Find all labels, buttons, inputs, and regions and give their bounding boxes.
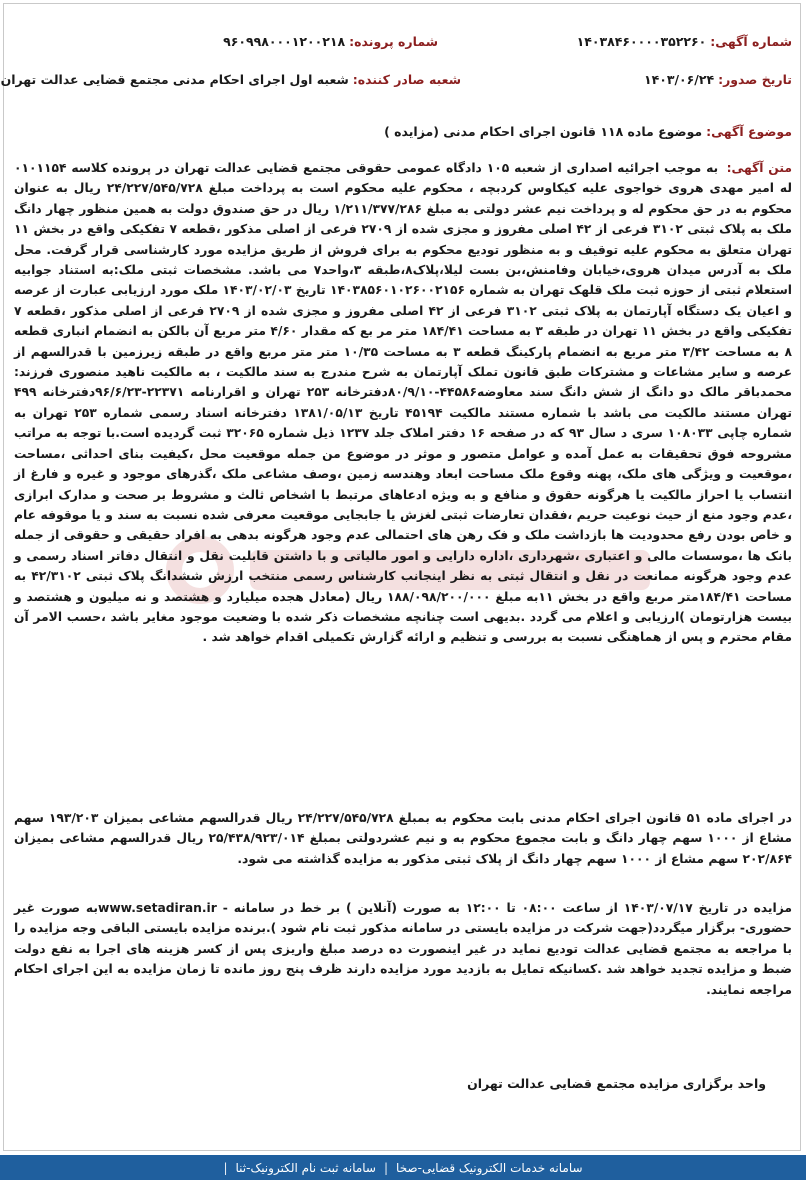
case-number [223,34,438,50]
issue-date [644,72,792,88]
footer-bar [0,1155,806,1180]
subject [384,124,792,140]
subject-label: موضوع آگهی: [706,124,792,139]
signature: واحد برگزاری مزایده مجتمع قضایی عدالت تهران [467,1076,766,1091]
issue-date-label: تاریخ صدور: [718,72,792,87]
issuer [1,72,461,88]
footer-separator: | [383,1160,389,1175]
issuer-value: شعبه اول اجرای احکام مدنی مجتمع قضایی عدالت تهران [0,72,349,87]
issuer-label: شعبه صادر کننده: [352,72,461,87]
footer-link-sana[interactable]: سامانه ثبت نام الکترونیک-ثنا [235,1160,376,1175]
body-label: متن آگهی: [726,161,792,175]
paragraph-article-51: در اجرای ماده ۵۱ قانون اجرای احکام مدنی بابت محکوم به بمبلغ ۲۴/۲۲۷/۵۴۵/۷۲۸ ریال قدرالسهم مشاعی بمیزان ۱۹۳/۲۰۳ سهم مشاع از ۱۰۰۰ سهم چهار دانگ و بابت مجموع محکوم به و نیم عشردولتی بمبلغ ۲۵/۴۳۸/۹۲۳/۰۱۴ ریال قدرالسهم مشاعی بمیزان ۲۰۲/۸۶۴ سهم مشاع از ۱۰۰۰ سهم چهار دانگ از پلاک ثبتی مذکور به مزایده گذاشته می شود. [14,811,792,866]
ad-number-label: شماره آگهی: [710,34,792,49]
footer-link-sakha[interactable]: سامانه خدمات الکترونیک قضایی-صخا [396,1160,583,1175]
issue-date-value: ۱۴۰۳/۰۶/۲۴ [643,72,715,87]
ad-number-value: ۱۴۰۳۸۴۶۰۰۰۰۳۵۲۲۶۰ [576,34,707,49]
ad-body [14,158,792,648]
ad-number [577,34,792,50]
case-number-value: ۹۶۰۹۹۸۰۰۰۱۲۰۰۲۱۸ [223,34,346,49]
body-text: به موجب اجرائیه اصداری از شعبه ۱۰۵ دادگاه عمومی حقوقی مجتمع قضایی عدالت تهران در پرونده کلاسه ۰۱۰۱۱۵۴ له امیر مهدی هروی خواجوی علیه کیکاوس کردبچه ، محکوم علیه محکوم است به پرداخت مبلغ ۲۴/۲۲۷/۵۴۵/۷۲۸ ریال به عنوان محکوم به در حق محکوم له و پرداخت نیم عشر دولتی به مبلغ ۱/۲۱۱/۳۷۷/۲۸۶ ریال در حق صندوق دولت به همین منظور چهار دانگ ملک به پلاک ثبتی ۳۱۰۲ فرعی از ۴۲ اصلی مفروز و مجزی شده از ۲۷۰۹ فرعی از اصلی مذکور ،قطعه ۷ تفکیکی واقع در بخش ۱۱ تهران متعلق به محکوم علیه توقیف و به منظور توديع محکوم به برای فروش از طریق مزایده مورد کارشناسی قرار گرفت. محل ملک به آدرس میدان هروی،خیابان وفامنش،بن بست لیلا،پلاک۸،طبقه ۳،واحد۷ می باشد. مشخصات ثبتی ملک:به استناد جوابیه استعلام ثبتی از حوزه ثبت ملک قلهک تهران به شماره ۱۴۰۳۸۵۶۰۱۰۲۶۰۰۲۱۵۶ تاریخ ۱۴۰۳/۰۲/۰۳ ملک مورد ارزیابی عبارت از عرصه و اعیان یک دستگاه آپارتمان به پلاک ثبتی ۳۱۰۲ فرعی از ۴۲ اصلی مفروز و مجزی شده از ۲۷۰۹ فرعی از اصلی مذکور ،قطعه ۷ تفکیکی واقع در بخش ۱۱ تهران در طبقه ۳ به مساحت ۱۸۴/۴۱ متر مر بع که مقدار ۴/۶۰ متر مربع آن بالکن به انضمام انباری قطعه ۸ به مساحت ۳/۴۲ متر مربع به انضمام پارکینگ قطعه ۳ به مساحت ۱۰/۳۵ متر متر مربع واقع در طبقه زیرزمین با قدرالسهم از عرصه و سایر مشاعات و مشترکات طبق قانون تملک آپارتمان به شرح مندرج به سند مالکیت ، به مالکیت ناهید منصوری فرزند: محمدباقر مالک دو دانگ از شش دانگ سند معاوضه۴۴۵۸۶-۸۰/۹/۱۰دفترخانه ۲۵۳ تهران و اقرارنامه ۲۲۳۷۱-۹۶/۶/۲۳دفترخانه ۴۹۹ تهران مستند مالکیت می باشد با شماره مستند مالکیت ۴۵۱۹۴ تاریخ ۱۳۸۱/۰۵/۱۳ دفترخانه اسناد رسمی شماره ۲۵۳ تهران به شماره چاپی ۱۰۸۰۳۳ سری د سال ۹۳ که در صفحه ۱۶ دفتر املاک جلد ۱۲۳۷ ذیل شماره ۳۲۰۶۵ ثبت گردیده است.با توجه به مراتب مشروحه فوق تحقیقات به عمل آمده و عوامل متصور و موثر در موضوع من جمله موقعیت محل ،کیفیت بنای احداثی ،مساحت ،موقعیت و ویژگی های ملک، پهنه وقوع ملک مساحت ابعاد وهندسه زمین ،وصف مشاعی ملک ،گذرهای موجود و غیره و فارغ از انتساب یا احراز مالکیت یا هرگونه حقوق و منافع و به ویژه ادعاهای مرتبط با اشخاص ثالث و مشروط بر صحت و مدارک ابرازی ،عدم وجود منع از حیث نوعیت حریم ،فقدان تعارضات ثبتی لغزش یا جابجایی موقعیت معرفی شده نسبت به سند و یا موقوفه عام و خاص بودن رفع محدودیت ها بازداشت ملک و فک رهن های احتمالی عدم وجود هرگونه بدهی به افراد حقیقی و حقوقی از جمله بانک ها ،موسسات مالی و اعتباری ،شهرداری ،اداره دارایی و امور مالیاتی و با داشتن قابلیت نقل و انتقال دفاتر اسناد رسمی و عدم وجود هرگونه ممانعت در نقل و انتقال ثبتی به نظر اینجانب کارشناس رسمی منتخب ارزش ششدانگ پلاک ثبتی ۴۲/۳۱۰۲ به مساحت ۱۸۴/۴۱متر مربع واقع در بخش ۱۱به مبلغ ۱۸۸/۰۹۸/۲۰۰/۰۰۰ ریال (معادل هجده میلیارد و هشتصد و نه میلیون و هشتصد و بیست هزارتومان )ارزیابی و اعلام می گردد .بدیهی است چنانچه مشخصات ذکر شده با وضعیت موجود مغایر باشد ،حسب الامر آن مقام محترم و پس از هماهنگی نسبت به بررسی و تنظیم و ارائه گزارش تکمیلی اقدام خواهد شد . [14,161,793,645]
footer-separator-end: | [223,1160,228,1175]
paragraph-auction-details: مزایده در تاریخ ۱۴۰۳/۰۷/۱۷ از ساعت ۰۸:۰۰ تا ۱۲:۰۰ به صورت (آنلاین ) بر خط در سامانه - www.setadiran.irبه صورت غیر حضوری- برگزار میگردد(جهت شرکت در مزایده بایستی در سامانه مذکور ثبت نام شود ).برنده مزایده بایستی الباقی وجه مزایده را با مراجعه به مجتمع قضایی عدالت توديع نماید در غیر اینصورت ده درصد مبلغ واریزی پس از کسر هزینه های اجرا به نفع دولت ضبط و مزایده تجدید خواهد شد .کسانیکه تمایل به بازدید مورد مزایده دارند ظرف پنج روز مانده تا زمان مزایده به این اجرای احکام مراجعه نمایند. [14,901,793,997]
subject-value: موضوع ماده ۱۱۸ قانون اجرای احکام مدنی (مزایده ) [384,124,703,139]
case-number-label: شماره پرونده: [349,34,438,49]
